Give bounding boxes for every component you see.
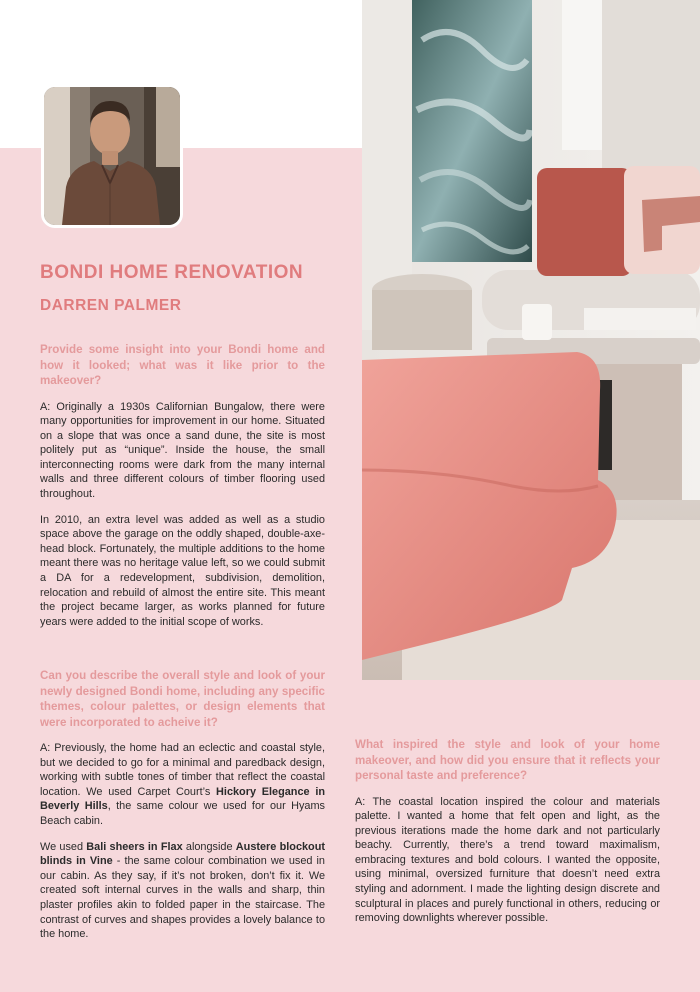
answer-paragraph [40, 741, 325, 829]
answer-text: - the same colour combination we used in our cabin. As they say, if it’s not broken, don’t fix it. We created soft internal curves in the walls and sharp, thin plaster profiles akin to folded paper in the staircase. The contrast of curves and shapes provides a lovely balance to the home. [40, 855, 325, 941]
answer-text: alongside [182, 840, 236, 853]
author-portrait [41, 84, 183, 228]
answer-paragraph: A: The coastal location inspired the colour and materials palette. I wanted a home that felt open and light, as the previous iterations made the home dark and not particularly beachy. Currently, there’s a trend toward maximalism, embracing textures and bold colours. I wanted the opposite, using minimal, oversized furniture that doesn’t need extra styling and adornment. I made the lighting design discrete and sculptural in places and purely functional in others, reducing or removing downlights wherever possible. [355, 795, 660, 925]
question-heading: Provide some insight into your Bondi home and how it looked; what was it like prior to the makeover? [40, 343, 325, 387]
qa-section-prior-condition [40, 342, 325, 629]
qa-section-style [40, 668, 325, 942]
author-name: DARREN PALMER [40, 297, 182, 314]
product-name: Bali sheers in Flax [86, 840, 183, 853]
answer-text: We used [40, 840, 87, 853]
answer-paragraph [40, 840, 325, 942]
answer-text: , the same colour we used for our Hyams Beach cabin. [40, 800, 325, 827]
product-name: Hickory Elegance in Beverly Hills [40, 785, 325, 813]
question-heading: Can you describe the overall style and look of your newly designed Bondi home, including any specific themes, colour palettes, or design elements that were incorporated to acheive it? [40, 669, 325, 729]
answer-text: A: Previously, the home had an eclectic and coastal style, but we decided to go for a minimal and paredback design, working with subtle tones of timber that reflect the coastal location. We used Carpet Court’s [40, 742, 325, 798]
product-name: Austere blockout blinds in Vine [40, 840, 325, 868]
question-heading: What inspired the style and look of your home makeover, and how did you ensure that it reflects your personal taste and preference? [355, 738, 660, 782]
living-room-photo [362, 0, 700, 698]
answer-paragraph: A: Originally a 1930s Californian Bungalow, there were many opportunities for improvement in our home. Situated on a slope that was once a sand dune, the site is most politely put as “unique”. Inside the house, the small interconnecting rooms were dark from the many internal walls and three different colours of timber flooring used throughout. [40, 400, 325, 501]
article-title: BONDI HOME RENOVATION [40, 262, 304, 283]
answer-paragraph: In 2010, an extra level was added as well as a studio space above the garage on the oddly shaped, double-axe-head block. Fortunately, the multiple additions to the home meant there was no heritage value left, so we could submit a DA for a redevelopment, subdivision, demolition, relocation and rebuild of almost the entire site. This meant the project became larger, as works planned for future years were added to the initial scope of works. [40, 513, 325, 628]
qa-section-inspiration [355, 737, 660, 926]
